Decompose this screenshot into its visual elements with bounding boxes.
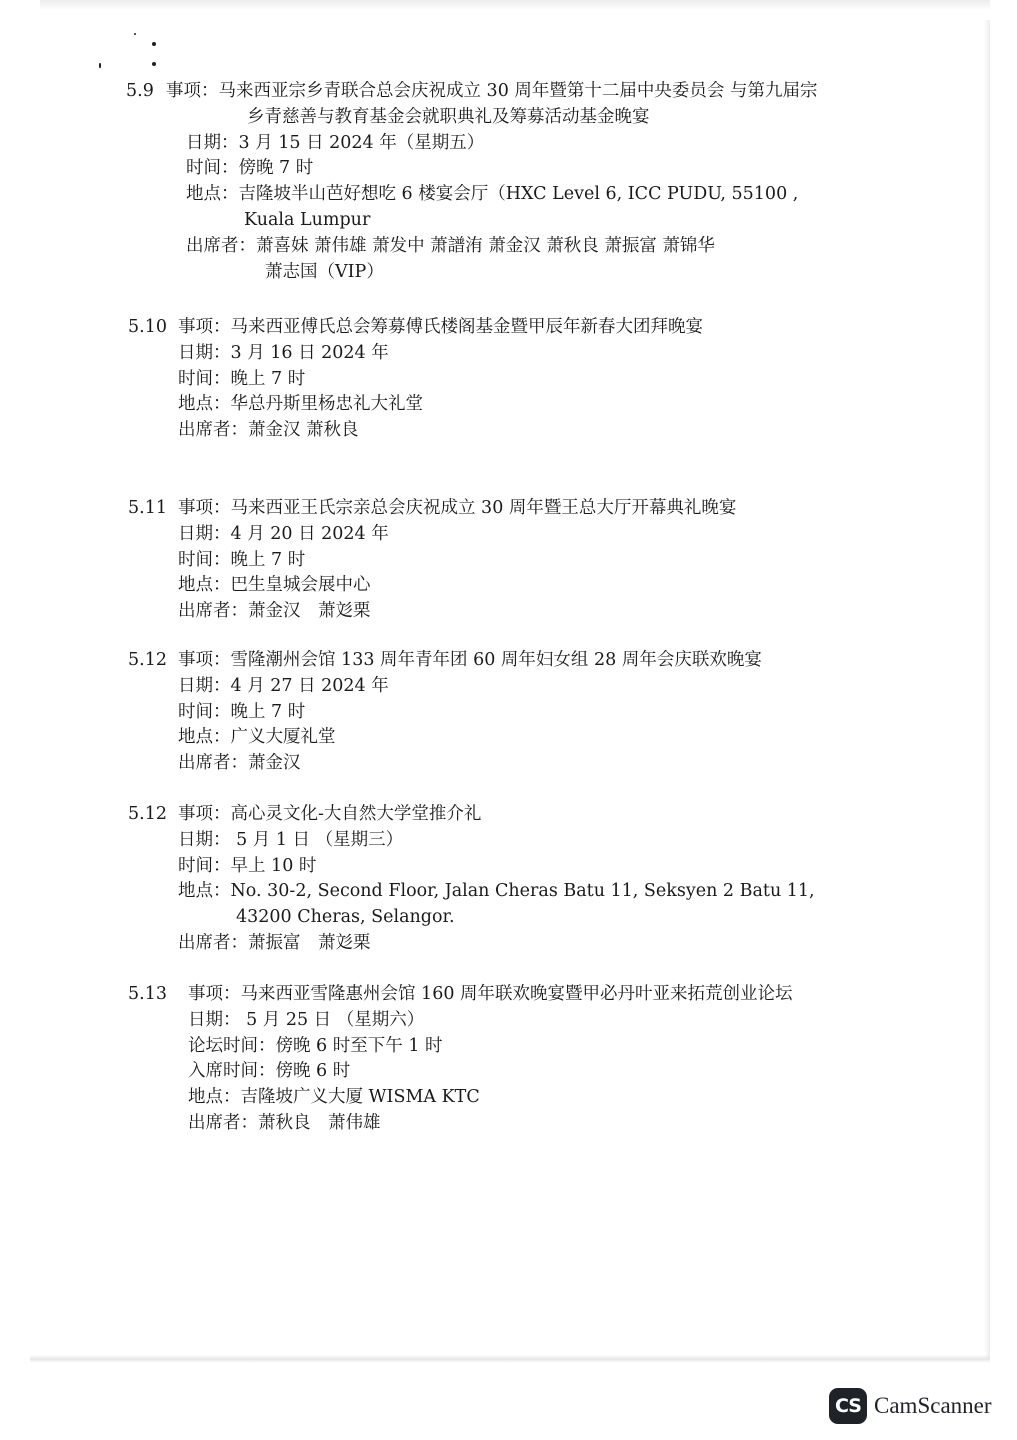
scan-speck (152, 62, 156, 66)
entry-5-10 (128, 315, 703, 444)
entry-time: 时间：晚上 7 时 (178, 549, 306, 570)
entry-number: 5.10 (128, 317, 167, 337)
entry-venue-continuation: 43200 Cheras, Selangor. (236, 907, 455, 928)
entry-seating-time: 入席时间：傍晚 6 时 (188, 1061, 351, 1082)
entry-date: 日期：3 月 15 日 2024 年（星期五） (186, 132, 485, 153)
entry-date: 日期：3 月 16 日 2024 年 (178, 342, 389, 363)
entry-subject-line: 5.12 事项：雪隆潮州会馆 133 周年青年团 60 周年妇女组 28 周年会庆联欢晚宴 (128, 648, 762, 674)
entry-subject-line: 5.12 事项：高心灵文化-大自然大学堂推介礼 (128, 802, 815, 828)
entry-subject-continuation: 乡青慈善与教育基金会就职典礼及筹募活动基金晚宴 (247, 106, 650, 127)
entry-venue: 地点：华总丹斯里杨忠礼大礼堂 (178, 394, 423, 415)
camscanner-logo-icon: CS (829, 1388, 867, 1424)
camscanner-logo-text: CamScanner (874, 1393, 992, 1418)
scan-edge-bottom (30, 1355, 990, 1363)
entry-subject-line: 5.11 事项：马来西亚王氏宗亲总会庆祝成立 30 周年暨王总大厅开幕典礼晚宴 (128, 496, 736, 522)
entry-5-12-a (128, 648, 762, 777)
entry-5-12-b (128, 802, 815, 957)
entry-attendees: 出席者：萧金汉 萧秋良 (178, 420, 359, 441)
entry-venue: 地点：吉隆坡半山芭好想吃 6 楼宴会厅（HXC Level 6, ICC PUDU, 55100 , (186, 184, 799, 205)
entry-date: 日期： 5 月 25 日 （星期六） (188, 1009, 425, 1030)
entry-attendees: 出席者：萧秋良 萧伟雄 (188, 1112, 381, 1133)
entry-attendees: 出席者：萧喜妹 萧伟雄 萧发中 萧譜洧 萧金汉 萧秋良 萧振富 萧锦华 (186, 235, 715, 256)
scan-speck (99, 63, 101, 68)
entry-5-13 (128, 982, 793, 1137)
entry-date: 日期：4 月 20 日 2024 年 (178, 523, 389, 544)
entry-forum-time: 论坛时间：傍晚 6 时至下午 1 时 (188, 1035, 443, 1056)
scan-speck (134, 33, 136, 35)
entry-number: 5.12 (128, 650, 167, 670)
entry-time: 时间：傍晚 7 时 (186, 158, 314, 179)
entry-date: 日期：4 月 27 日 2024 年 (178, 675, 389, 696)
scan-edge-top (40, 0, 990, 10)
entry-venue: 地点：巴生皇城会展中心 (178, 575, 371, 596)
entry-attendees: 出席者：萧振富 萧彣栗 (178, 932, 371, 953)
scan-speck (152, 42, 156, 46)
entry-time: 时间：晚上 7 时 (178, 701, 306, 722)
entry-number: 5.13 (128, 984, 167, 1004)
entry-attendees: 出席者：萧金汉 萧彣栗 (178, 601, 371, 622)
entry-subject-line: 5.13 事项：马来西亚雪隆惠州会馆 160 周年联欢晚宴暨甲必丹叶亚来拓荒创业论坛 (128, 982, 793, 1008)
entry-number: 5.12 (128, 804, 167, 824)
camscanner-watermark (829, 1388, 992, 1424)
scan-edge-right (984, 20, 990, 1360)
entry-5-9 (126, 79, 817, 285)
entry-subject-line: 5.9 事项：马来西亚宗乡青联合总会庆祝成立 30 周年暨第十二届中央委员会 与第九届宗 (126, 79, 817, 105)
entry-number: 5.9 (126, 81, 154, 101)
entry-time: 时间：早上 10 时 (178, 855, 317, 876)
entry-5-11 (128, 496, 736, 625)
entry-venue: 地点：No. 30-2, Second Floor, Jalan Cheras Batu 11, Seksyen 2 Batu 11, (178, 881, 815, 902)
entry-attendees-continuation: 萧志国（VIP） (265, 261, 384, 282)
entry-time: 时间：晚上 7 时 (178, 368, 306, 389)
entry-attendees: 出席者：萧金汉 (178, 753, 301, 774)
entry-subject-line: 5.10 事项：马来西亚傅氏总会筹募傅氏楼阁基金暨甲辰年新春大团拜晚宴 (128, 315, 703, 341)
entry-date: 日期： 5 月 1 日 （星期三） (178, 829, 404, 850)
entry-venue-continuation: Kuala Lumpur (244, 209, 371, 230)
entry-venue: 地点：广义大厦礼堂 (178, 727, 336, 748)
entry-number: 5.11 (128, 498, 167, 518)
entry-venue: 地点：吉隆坡广义大厦 WISMA KTC (188, 1087, 480, 1108)
